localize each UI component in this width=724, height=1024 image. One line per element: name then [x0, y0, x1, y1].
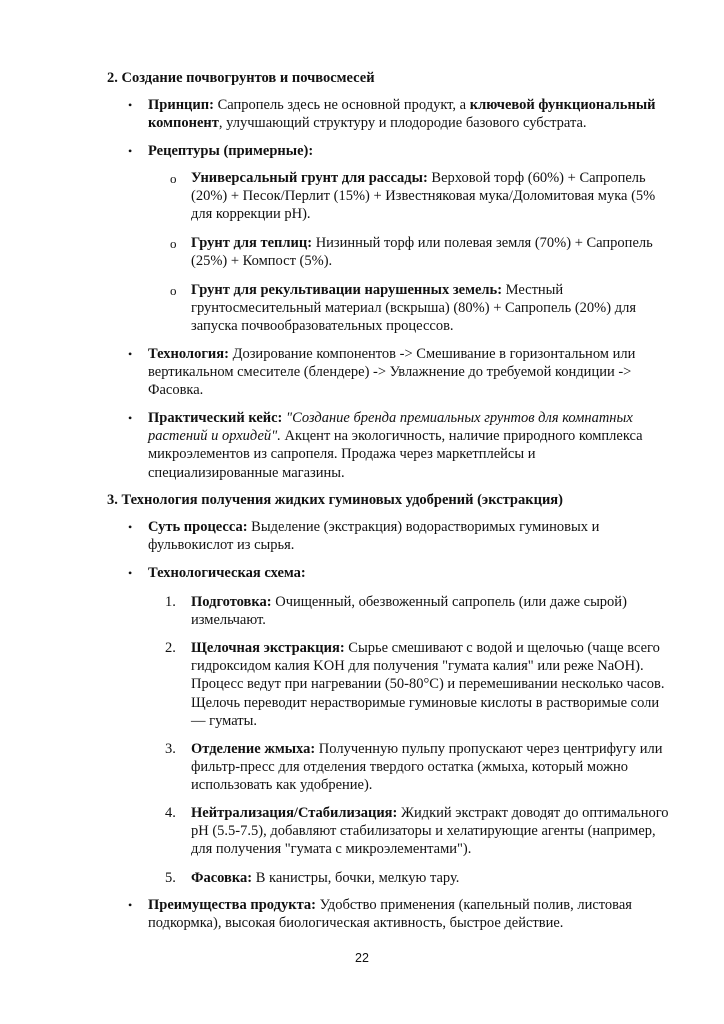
technology-text: Дозирование компонентов -> Смешивание в горизонтальном или вертикальном смесителе (блендере) -> Увлажнение до требуемой кондиции -> Фасовка. — [148, 346, 636, 399]
bullet-icon: • — [128, 347, 133, 361]
essence-label: Суть процесса: — [148, 519, 248, 535]
principle-text: Сапропель здесь не основной продукт, а — [213, 97, 470, 113]
step-number: 2. — [165, 640, 176, 656]
step-text: Очищенный, обезвоженный сапропель (или даже сырой) измельчают. — [191, 594, 627, 629]
advantages-label: Преимущества продукта: — [148, 897, 316, 913]
bullet-icon: • — [128, 411, 133, 425]
hollow-bullet-icon: o — [170, 283, 177, 298]
principle-label: Принцип: — [148, 97, 214, 113]
hollow-bullet-icon: o — [170, 171, 177, 186]
bullet-icon: • — [128, 566, 133, 580]
step-label: Фасовка: — [191, 870, 253, 886]
step-label: Отделение жмыха: — [191, 741, 316, 757]
hollow-bullet-icon: o — [170, 236, 177, 251]
recipe-label: Универсальный грунт для рассады: — [191, 170, 428, 186]
bullet-icon: • — [128, 520, 133, 534]
principle-text-end: , улучшающий структуру и плодородие базового субстрата. — [218, 115, 587, 132]
step-text: Жидкий экстракт доводят до оптимального pH (5.5-7.5), добавляют стабилизаторы и хелатирующие агенты (например, для получения "гумата с микроэлементами"). — [191, 805, 669, 858]
essence-text: Выделение (экстракция) водорастворимых гуминовых и фульвокислот из сырья. — [148, 519, 600, 554]
principle-bold: ключевой функциональный компонент — [148, 97, 656, 132]
scheme-label: Технологическая схема: — [148, 565, 306, 581]
advantages-text: Удобство применения (капельный полив, листовая подкормка), высокая биологическая активность, быстрое действие. — [148, 897, 632, 932]
recipe-text: Низинный торф или полевая земля (70%) + Сапропель (25%) + Компост (5%). — [191, 235, 653, 270]
step-text: Полученную пульпу пропускают через центрифугу или фильтр-пресс для отделения твердого остатка (жмыха, который можно использовать как удобрение). — [191, 741, 663, 794]
case-italic: "Создание бренда премиальных грунтов для комнатных растений и орхидей". — [148, 410, 633, 445]
step-number: 5. — [165, 870, 176, 886]
bullet-icon: • — [128, 144, 133, 158]
recipe-label: Грунт для рекультивации нарушенных земель: — [191, 282, 503, 298]
step-label: Щелочная экстракция: — [191, 640, 345, 656]
step-label: Подготовка: — [191, 594, 272, 610]
page-number: 22 — [355, 951, 369, 965]
bullet-icon: • — [128, 898, 133, 912]
recipe-text: Верховой торф (60%) + Сапропель (20%) + Песок/Перлит (15%) + Известняковая мука/Доломитовая мука (5% для коррекции pH). — [191, 170, 656, 223]
section-3-heading: 3. Технология получения жидких гуминовых удобрений (экстракция) — [107, 492, 563, 508]
section-2-heading: 2. Создание почвогрунтов и почвосмесей — [107, 70, 375, 86]
step-text: В канистры, бочки, мелкую тару. — [252, 870, 460, 886]
bullet-icon: • — [128, 98, 133, 112]
step-number: 3. — [165, 741, 176, 757]
recipes-label: Рецептуры (примерные): — [148, 143, 314, 159]
recipe-text: Местный грунтосмесительный материал (вскрыша) (80%) + Сапропель (20%) для запуска почвообразовательных процессов. — [191, 282, 636, 335]
recipe-label: Грунт для теплиц: — [191, 235, 313, 251]
step-label: Нейтрализация/Стабилизация: — [191, 805, 398, 821]
technology-label: Технология: — [148, 346, 229, 362]
step-number: 1. — [165, 594, 176, 610]
case-label: Практический кейс: — [148, 410, 283, 426]
case-text: Акцент на экологичность, наличие природного комплекса микроэлементов из сапропеля. Продажа через маркетплейсы и специализированные магазины. — [148, 428, 643, 481]
step-text: Сырье смешивают с водой и щелочью (чаще всего гидроксидом калия KOH для получения "гумата калия" или реже NaOH). Процесс ведут при нагревании (50-80°C) и перемешивании несколько часов. Щелочь переводит нерастворимые гуминовые кислоты в растворимые соли — гуматы. — [191, 640, 665, 729]
step-number: 4. — [165, 805, 176, 821]
